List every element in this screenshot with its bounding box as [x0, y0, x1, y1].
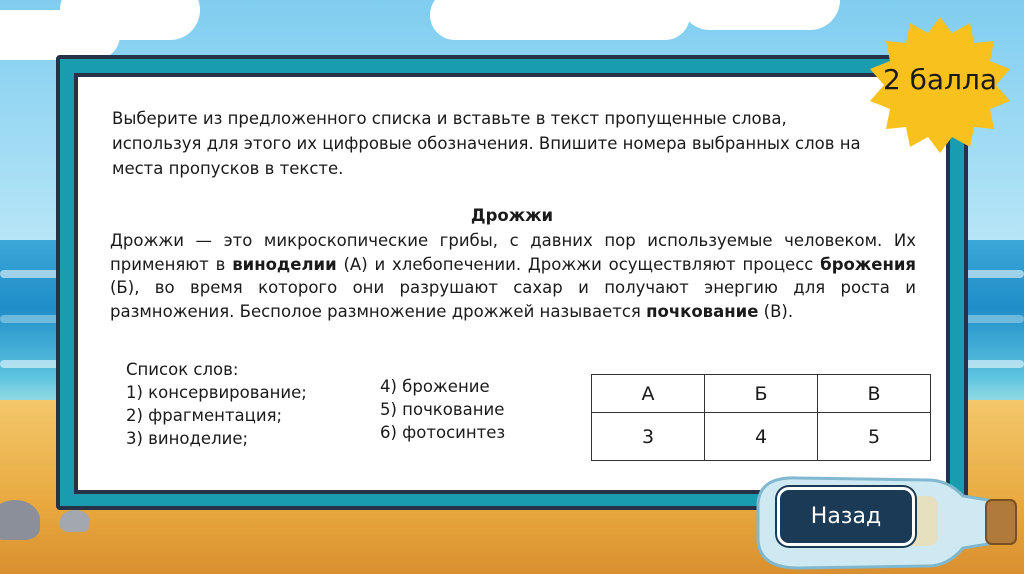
answer-cell: 4	[704, 413, 817, 461]
table-header-cell: В	[817, 375, 930, 413]
back-button[interactable]: Назад	[777, 487, 915, 546]
term-c: почкование	[646, 301, 759, 321]
word-list-heading: Список слов:	[126, 360, 239, 379]
table-header-cell: Б	[704, 375, 817, 413]
table-row	[592, 413, 931, 461]
table-header-row	[592, 375, 931, 413]
rock	[60, 510, 90, 532]
word-list-column-2	[380, 375, 505, 444]
list-item: 6) фотосинтез	[380, 423, 506, 442]
list-item: 1) консервирование;	[126, 383, 307, 402]
text-title: Дрожжи	[470, 206, 554, 225]
answer-cell: 5	[817, 413, 930, 461]
cloud	[60, 0, 200, 40]
answer-cell: 3	[592, 413, 705, 461]
score-badge-label: 2 балла	[882, 63, 998, 96]
term-b: брожения	[820, 254, 917, 274]
text-body: Дрожжи — это микроскопические грибы, с давних пор используемые человеком. Их применяют в виноделии (А) и хлебопечении. Дрожжи осуществляют процесс брожения (Б), во время которого они разрушают сахар и получают энергию для роста и размножения. Бесполое размножение дрожжей называется почкование (В).	[110, 231, 917, 321]
table-header-cell: А	[592, 375, 705, 413]
cloud	[680, 0, 840, 30]
answer-table	[591, 374, 931, 461]
task-instruction: Выберите из предложенного списка и вставьте в текст пропущенные слова, используя для этого их цифровые обозначения. Впишите номера выбранных слов на места пропусков в тексте.	[112, 109, 861, 178]
list-item: 4) брожение	[380, 377, 490, 396]
list-item: 2) фрагментация;	[126, 406, 283, 425]
term-a: виноделии	[232, 254, 337, 274]
cloud	[430, 0, 690, 40]
list-item: 5) почкование	[380, 400, 505, 419]
list-item: 3) виноделие;	[126, 429, 249, 448]
word-list-column-1	[126, 358, 307, 450]
